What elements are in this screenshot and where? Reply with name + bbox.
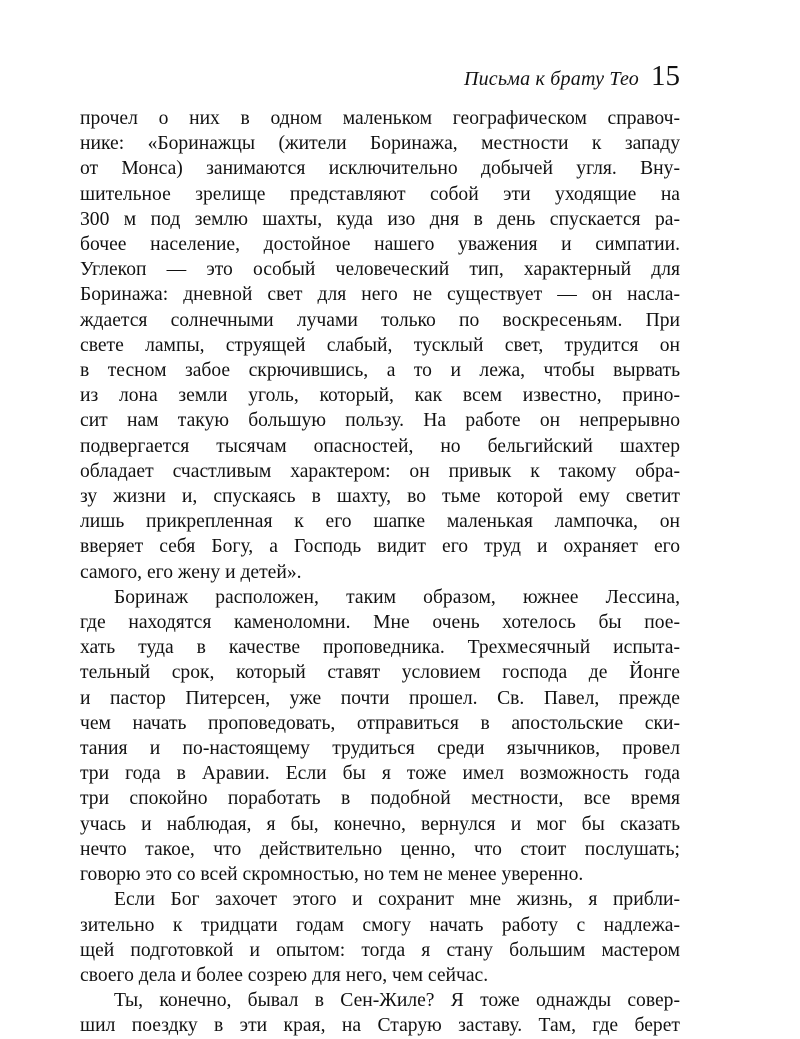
text-line: Если Бог захочет этого и сохранит мне жизнь, я прибли- bbox=[114, 889, 680, 911]
text-line: Боринажа: дневной свет для него не существует — он насла- bbox=[80, 284, 680, 306]
text-line: нечто такое, что действительно ценно, что стоит послушать; bbox=[80, 838, 680, 860]
text-line: обладает счастливым характером: он привык к такому обра- bbox=[80, 460, 680, 482]
text-line: зу жизни и, спускаясь в шахту, во тьме которой ему светит bbox=[80, 486, 680, 508]
text-line: сит нам такую большую пользу. На работе он непрерывно bbox=[80, 410, 680, 432]
running-title: Письма к брату Тео bbox=[463, 68, 639, 90]
text-line: говорю это со всей скромностью, но тем не менее уверенно. bbox=[80, 864, 584, 886]
text-line: учась и наблюдая, я бы, конечно, вернулся и мог бы сказать bbox=[80, 813, 680, 835]
text-line: Боринаж расположен, таким образом, южнее Лессина, bbox=[114, 586, 680, 608]
text-line: три года в Аравии. Если бы я тоже имел возможность года bbox=[80, 763, 680, 785]
text-line: ждается солнечными лучами только по воскресеньям. При bbox=[80, 309, 680, 331]
text-line: самого, его жену и детей». bbox=[80, 561, 302, 583]
body-text bbox=[80, 106, 680, 1039]
text-line: чем начать проповедовать, отправиться в апостольские ски- bbox=[80, 712, 680, 734]
paragraph-4 bbox=[80, 988, 680, 1038]
text-line: щей подготовкой и опытом: тогда я стану большим мастером bbox=[80, 939, 680, 961]
paragraph-3 bbox=[80, 887, 680, 988]
text-line: зительно к тридцати годам смогу начать работу с надлежа- bbox=[80, 914, 680, 936]
text-line: лишь прикрепленная к его шапке маленькая лампочка, он bbox=[80, 511, 680, 533]
running-head bbox=[464, 62, 680, 91]
text-line: от Монса) занимаются исключительно добычей угля. Вну- bbox=[80, 158, 680, 180]
text-line: шительное зрелище представляют собой эти уходящие на bbox=[80, 183, 680, 205]
text-line: вверяет себя Богу, а Господь видит его труд и охраняет его bbox=[80, 536, 680, 558]
text-line: 300 м под землю шахты, куда изо дня в день спускается ра- bbox=[80, 208, 680, 230]
text-line: хать туда в качестве проповедника. Трехмесячный испыта- bbox=[80, 637, 680, 659]
text-line: в тесном забое скрючившись, а то и лежа, чтобы вырвать bbox=[80, 360, 680, 382]
text-line: и пастор Питерсен, уже почти прошел. Св. Павел, прежде bbox=[80, 687, 680, 709]
text-line: Углекоп — это особый человеческий тип, характерный для bbox=[80, 259, 680, 281]
text-line: бочее население, достойное нашего уважения и симпатии. bbox=[80, 234, 680, 256]
text-line: своего дела и более созрею для него, чем сейчас. bbox=[80, 964, 489, 986]
text-line: свете лампы, струящей слабый, тусклый свет, трудится он bbox=[80, 334, 680, 356]
paragraph-2 bbox=[80, 585, 680, 887]
text-line: подвергается тысячам опасностей, но бельгийский шахтер bbox=[80, 435, 680, 457]
text-line: тельный срок, который ставят условием господа де Йонге bbox=[80, 662, 680, 684]
text-line: нике: «Боринажцы (жители Боринажа, местности к западу bbox=[80, 133, 680, 155]
text-line: прочел о них в одном маленьком географическом справоч- bbox=[80, 108, 680, 129]
text-line: где находятся каменоломни. Мне очень хотелось бы пое- bbox=[80, 612, 680, 634]
page-number: 15 bbox=[651, 60, 680, 92]
text-line: три спокойно поработать в подобной местности, все время bbox=[80, 788, 680, 810]
text-line: тания и по-настоящему трудиться среди язычников, провел bbox=[80, 738, 680, 760]
text-line: Ты, конечно, бывал в Сен-Жиле? Я тоже однажды совер- bbox=[114, 990, 680, 1012]
text-line: из лона земли уголь, который, как всем известно, прино- bbox=[80, 385, 680, 407]
paragraph-1 bbox=[80, 106, 680, 585]
text-line: шил поездку в эти края, на Старую заставу. Там, где берет bbox=[80, 1015, 680, 1037]
